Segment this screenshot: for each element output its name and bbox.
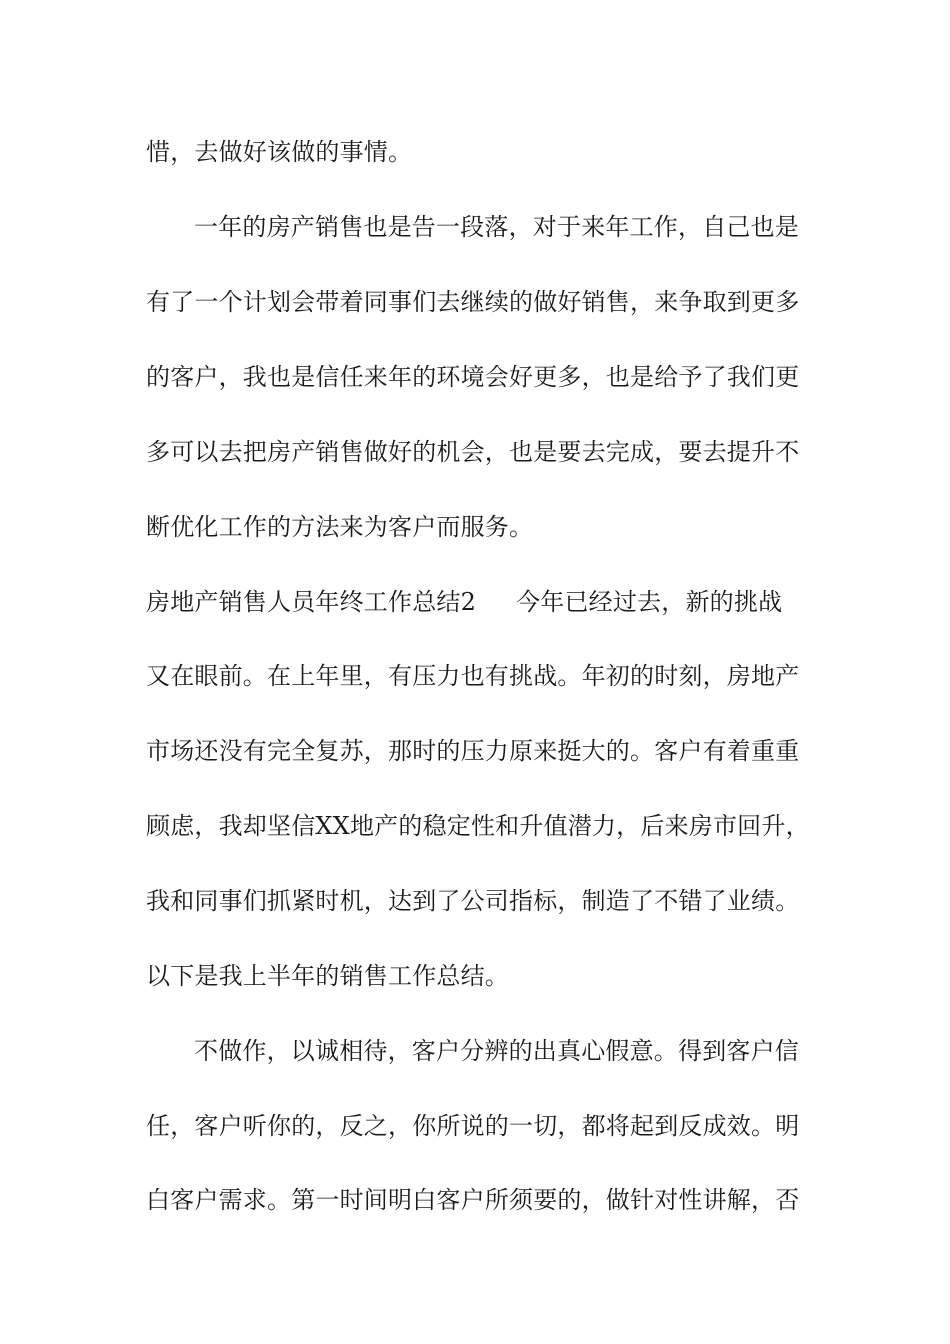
text-line: 惜，去做好该做的事情。: [146, 138, 413, 166]
paragraph-start-line: 一年的房产销售也是告一段落，对于来年工作，自己也是: [194, 213, 799, 241]
text-line: 以下是我上半年的销售工作总结。: [146, 962, 509, 990]
text-line: 有了一个计划会带着同事们去继续的做好销售，来争取到更多: [146, 288, 800, 316]
paragraph-start-line: 不做作，以诚相待，客户分辨的出真心假意。得到客户信: [194, 1037, 799, 1065]
text-line: 又在眼前。在上年里，有压力也有挑战。年初的时刻，房地产: [146, 662, 800, 690]
text-line: 任，客户听你的，反之，你所说的一切，都将起到反成效。明: [146, 1112, 800, 1140]
text-line: 多可以去把房产销售做好的机会，也是要去完成，要去提升不: [146, 438, 800, 466]
section-heading: 房地产销售人员年终工作总结2: [146, 588, 477, 616]
text-line: 的客户，我也是信任来年的环境会好更多，也是给予了我们更: [146, 363, 800, 391]
text-line: 今年已经过去，新的挑战: [516, 588, 783, 616]
section-heading-line: [146, 586, 826, 618]
text-line: 断优化工作的方法来为客户而服务。: [146, 513, 534, 541]
text-line: 顾虑，我却坚信XX地产的稳定性和升值潜力，后来房市回升，: [146, 812, 810, 840]
text-line: 白客户需求。第一时间明白客户所须要的，做针对性讲解，否: [146, 1186, 800, 1214]
text-line: 我和同事们抓紧时机，达到了公司指标，制造了不错了业绩。: [146, 887, 800, 915]
text-line: 市场还没有完全复苏，那时的压力原来挺大的。客户有着重重: [146, 737, 800, 765]
